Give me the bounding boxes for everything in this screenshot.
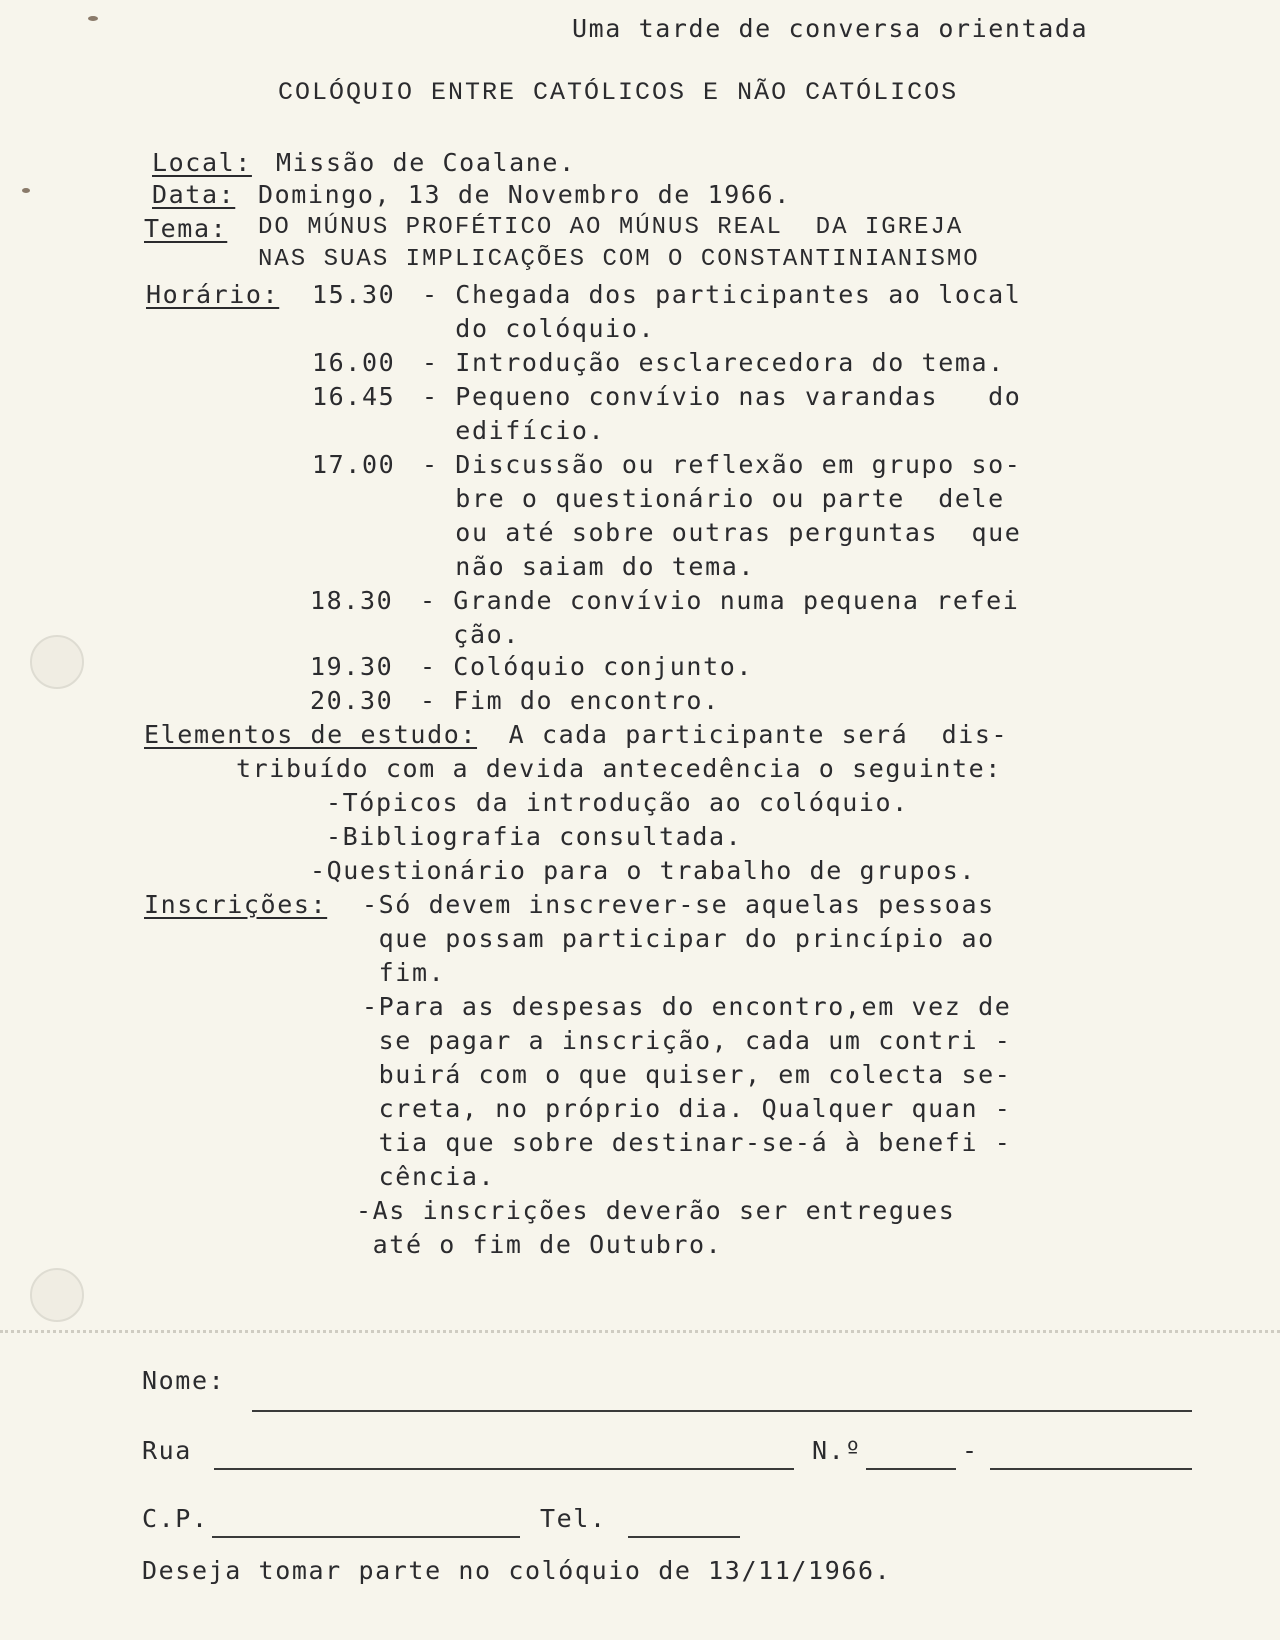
tema-label: Tema: bbox=[144, 214, 228, 243]
schedule-text: - Pequeno convívio nas varandas do bbox=[422, 382, 1022, 411]
schedule-text: edifício. bbox=[422, 416, 606, 445]
tema-line-2: NAS SUAS IMPLICAÇÕES COM O CONSTANTINIANISMO bbox=[258, 246, 980, 273]
perforation-line bbox=[0, 1330, 1280, 1333]
elementos-item: -Tópicos da introdução ao colóquio. bbox=[326, 788, 909, 817]
inscricoes-line: -Para as despesas do encontro,em vez de bbox=[362, 992, 1012, 1021]
schedule-text: não saiam do tema. bbox=[422, 552, 756, 581]
inscricoes-line: que possam participar do princípio ao bbox=[362, 924, 995, 953]
elementos-label: Elementos de estudo: bbox=[144, 720, 478, 749]
cp-field[interactable] bbox=[212, 1536, 520, 1538]
cp-label: C.P. bbox=[142, 1504, 209, 1533]
schedule-text: - Discussão ou reflexão em grupo so- bbox=[422, 450, 1022, 479]
local-label: Local: bbox=[152, 148, 252, 177]
horario-label: Horário: bbox=[146, 280, 280, 309]
rua-label: Rua bbox=[142, 1436, 192, 1465]
schedule-time: 16.45 bbox=[312, 382, 396, 411]
schedule-time: 19.30 bbox=[310, 652, 394, 681]
schedule-text: - Colóquio conjunto. bbox=[420, 652, 754, 681]
punch-hole-bottom bbox=[30, 1268, 84, 1322]
elementos-item: -Questionário para o trabalho de grupos. bbox=[310, 856, 977, 885]
schedule-time: 20.30 bbox=[310, 686, 394, 715]
schedule-time: 18.30 bbox=[310, 586, 394, 615]
data-value: Domingo, 13 de Novembro de 1966. bbox=[258, 180, 791, 209]
numero-extra-field[interactable] bbox=[990, 1468, 1192, 1470]
inscricoes-line: -As inscrições deverão ser entregues bbox=[356, 1196, 956, 1225]
inscricoes-line: até o fim de Outubro. bbox=[356, 1230, 723, 1259]
document-title: COLÓQUIO ENTRE CATÓLICOS E NÃO CATÓLICOS bbox=[278, 78, 959, 107]
schedule-text: - Introdução esclarecedora do tema. bbox=[422, 348, 1005, 377]
schedule-text: - Chegada dos participantes ao local bbox=[422, 280, 1022, 309]
elementos-item: -Bibliografia consultada. bbox=[326, 822, 743, 851]
inscricoes-line: cência. bbox=[362, 1162, 496, 1191]
schedule-text: ção. bbox=[420, 620, 520, 649]
tel-label: Tel. bbox=[540, 1504, 607, 1533]
form-footer: Deseja tomar parte no colóquio de 13/11/1966. bbox=[142, 1556, 892, 1585]
local-value: Missão de Coalane. bbox=[276, 148, 576, 177]
nome-label: Nome: bbox=[142, 1366, 226, 1395]
ink-spot bbox=[88, 16, 98, 21]
inscricoes-line: buirá com o que quiser, em colecta se- bbox=[362, 1060, 1012, 1089]
schedule-time: 15.30 bbox=[312, 280, 396, 309]
schedule-text: - Grande convívio numa pequena refei bbox=[420, 586, 1020, 615]
data-label: Data: bbox=[152, 180, 236, 209]
top-note: Uma tarde de conversa orientada bbox=[572, 14, 1089, 43]
inscricoes-line: -Só devem inscrever-se aquelas pessoas bbox=[362, 890, 995, 919]
schedule-time: 17.00 bbox=[312, 450, 396, 479]
numero-field[interactable] bbox=[866, 1468, 956, 1470]
inscricoes-line: fim. bbox=[362, 958, 446, 987]
nome-field[interactable] bbox=[252, 1410, 1192, 1412]
inscricoes-line: tia que sobre destinar-se-á à benefi - bbox=[362, 1128, 1012, 1157]
punch-hole-top bbox=[30, 635, 84, 689]
inscricoes-line: se pagar a inscrição, cada um contri - bbox=[362, 1026, 1012, 1055]
elementos-line-2: tribuído com a devida antecedência o seguinte: bbox=[236, 754, 1002, 783]
rua-field[interactable] bbox=[214, 1468, 794, 1470]
ink-spot bbox=[22, 188, 30, 193]
schedule-text: do colóquio. bbox=[422, 314, 656, 343]
schedule-text: ou até sobre outras perguntas que bbox=[422, 518, 1022, 547]
schedule-text: bre o questionário ou parte dele bbox=[422, 484, 1005, 513]
inscricoes-line: creta, no próprio dia. Qualquer quan - bbox=[362, 1094, 1012, 1123]
schedule-text: - Fim do encontro. bbox=[420, 686, 720, 715]
tel-field[interactable] bbox=[628, 1536, 740, 1538]
tema-line-1: DO MÚNUS PROFÉTICO AO MÚNUS REAL DA IGREJA bbox=[258, 214, 964, 241]
schedule-time: 16.00 bbox=[312, 348, 396, 377]
numero-label: N.º bbox=[812, 1436, 862, 1465]
inscricoes-label: Inscrições: bbox=[144, 890, 328, 919]
elementos-line-1: A cada participante será dis- bbox=[492, 720, 1009, 749]
numero-dash: - bbox=[962, 1436, 979, 1465]
